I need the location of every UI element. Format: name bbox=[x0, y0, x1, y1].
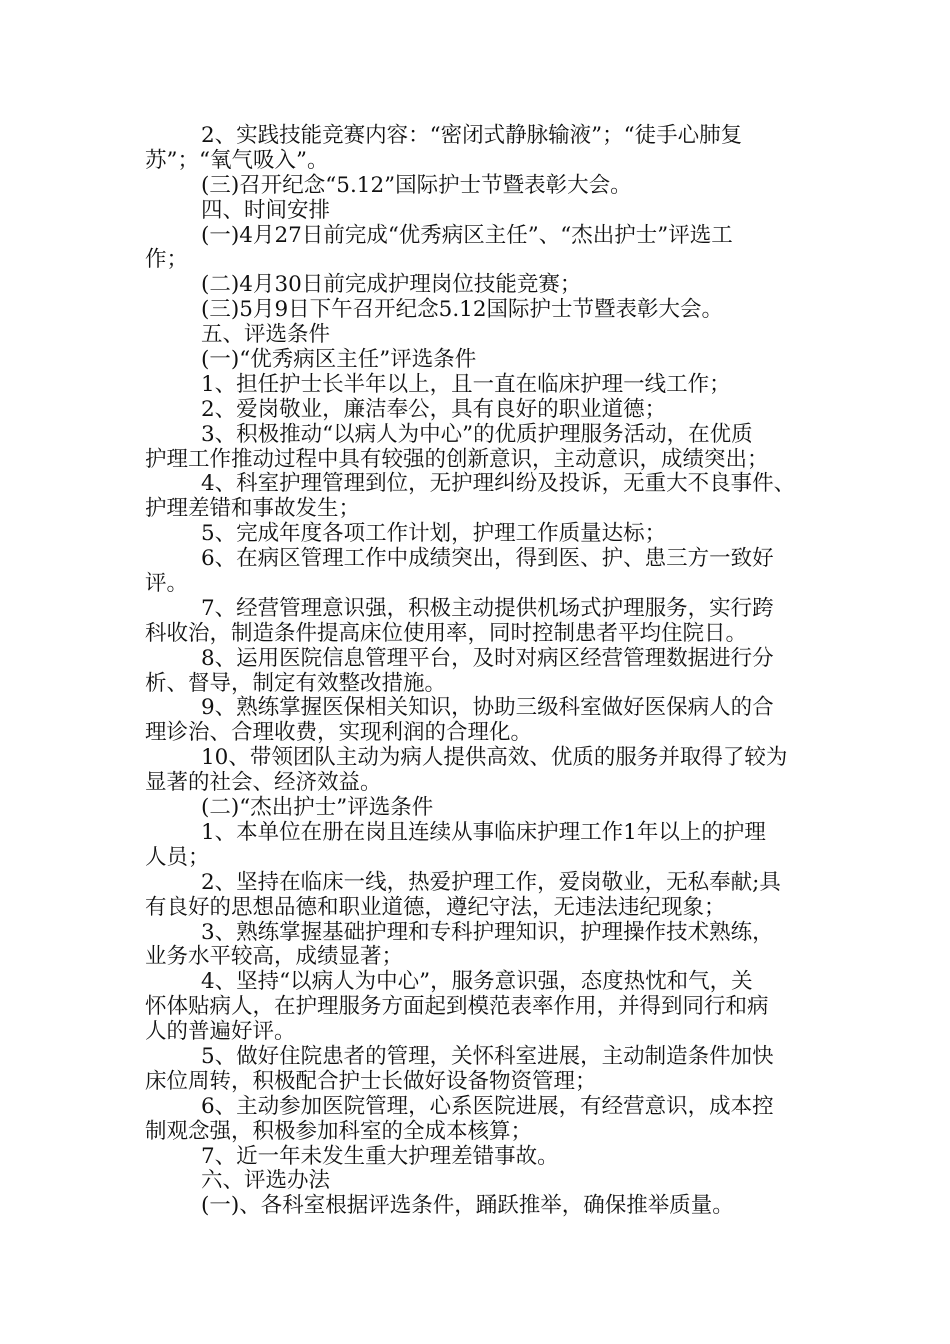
text-line: 怀体贴病人，在护理服务方面起到模范表率作用，并得到同行和病 bbox=[145, 994, 769, 1020]
text-line: 作； bbox=[145, 247, 189, 273]
text-line: 护理差错和事故发生； bbox=[145, 496, 361, 522]
text-line: 5、做好住院患者的管理，关怀科室进展，主动制造条件加快 bbox=[201, 1043, 774, 1069]
text-line: 7、经营管理意识强，积极主动提供机场式护理服务，实行跨 bbox=[201, 595, 774, 621]
text-line: (三)5月9日下午召开纪念5.12国际护士节暨表彰大会。 bbox=[201, 297, 724, 323]
text-line: 1、本单位在册在岗且连续从事临床护理工作1年以上的护理 bbox=[201, 819, 766, 845]
section-heading: 五、评选条件 bbox=[201, 322, 331, 348]
text-line: 护理工作推动过程中具有较强的创新意识，主动意识，成绩突出； bbox=[145, 446, 769, 472]
text-line: 7、近一年未发生重大护理差错事故。 bbox=[201, 1143, 559, 1169]
text-line: 理诊治、合理收费，实现利润的合理化。 bbox=[145, 720, 533, 746]
text-line: 人员； bbox=[145, 844, 210, 870]
text-line: 2、实践技能竞赛内容：“密闭式静脉输液”；“徒手心肺复 bbox=[201, 123, 743, 148]
text-line: (三)召开纪念“5.12”国际护士节暨表彰大会。 bbox=[201, 172, 632, 198]
text-line: 3、熟练掌握基础护理和专科护理知识，护理操作技术熟练， bbox=[201, 919, 774, 945]
text-line: 4、坚持“以病人为中心”，服务意识强，态度热忱和气，关 bbox=[201, 969, 753, 995]
text-line: (二)4月30日前完成护理岗位技能竞赛； bbox=[201, 272, 582, 298]
text-line: 8、运用医院信息管理平台，及时对病区经营管理数据进行分 bbox=[201, 645, 774, 671]
document-body bbox=[145, 124, 820, 1219]
text-line: 6、在病区管理工作中成绩突出，得到医、护、患三方一致好 bbox=[201, 546, 774, 572]
text-line: (一)4月27日前完成“优秀病区主任”、“杰出护士”评选工 bbox=[201, 222, 733, 248]
text-line: 有良好的思想品德和职业道德，遵纪守法，无违法违纪现象； bbox=[145, 894, 726, 920]
text-line: 析、督导，制定有效整改措施。 bbox=[145, 670, 447, 696]
text-line: 制观念强，积极参加科室的全成本核算； bbox=[145, 1118, 533, 1144]
subsection-heading: (一)“优秀病区主任”评选条件 bbox=[201, 347, 477, 373]
text-line: 显著的社会、经济效益。 bbox=[145, 770, 382, 796]
text-line: 科收治，制造条件提高床位使用率，同时控制患者平均住院日。 bbox=[145, 620, 748, 646]
text-line: 3、积极推动“以病人为中心”的优质护理服务活动，在优质 bbox=[201, 421, 753, 447]
subsection-heading: (二)“杰出护士”评选条件 bbox=[201, 795, 434, 821]
text-line: 苏”；“氧气吸入”。 bbox=[145, 147, 329, 173]
section-heading: 六、评选办法 bbox=[201, 1168, 331, 1194]
text-line: 4、科室护理管理到位，无护理纠纷及投诉，无重大不良事件、 bbox=[201, 471, 796, 497]
text-line: 业务水平较高，成绩显著； bbox=[145, 944, 404, 970]
text-line: 9、熟练掌握医保相关知识，协助三级科室做好医保病人的合 bbox=[201, 695, 774, 721]
text-line: 床位周转，积极配合护士长做好设备物资管理； bbox=[145, 1068, 597, 1094]
text-line: 10、带领团队主动为病人提供高效、优质的服务并取得了较为 bbox=[201, 745, 788, 771]
text-line: 评。 bbox=[145, 571, 189, 597]
text-line: 5、完成年度各项工作计划，护理工作质量达标； bbox=[201, 521, 667, 547]
text-line: 人的普遍好评。 bbox=[145, 1019, 296, 1045]
section-heading: 四、时间安排 bbox=[201, 197, 331, 223]
text-line: (一)、各科室根据评选条件，踊跃推举，确保推举质量。 bbox=[201, 1193, 734, 1219]
text-line: 2、爱岗敬业，廉洁奉公，具有良好的职业道德； bbox=[201, 396, 667, 422]
text-line: 1、担任护士长半年以上，且一直在临床护理一线工作； bbox=[201, 371, 731, 397]
text-line: 6、主动参加医院管理，心系医院进展，有经营意识，成本控 bbox=[201, 1093, 774, 1119]
text-line: 2、坚持在临床一线，热爱护理工作，爱岗敬业，无私奉献;具 bbox=[201, 869, 781, 895]
